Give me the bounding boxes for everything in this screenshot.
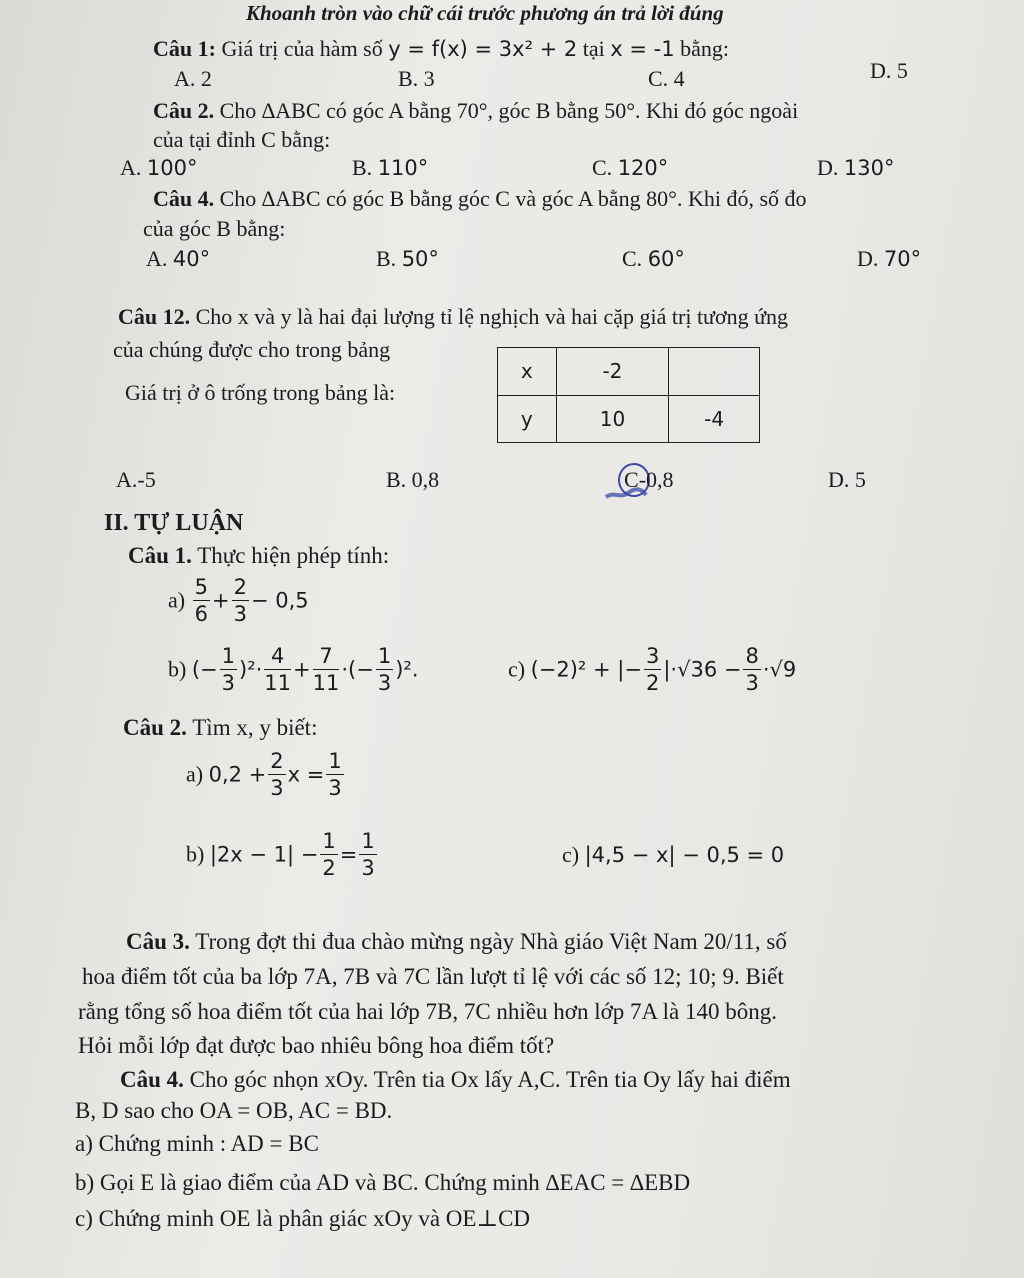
essay-q1-stem bbox=[128, 542, 389, 569]
mcq-q4-b-value: 50° bbox=[401, 247, 439, 271]
essay-q2-stem bbox=[123, 714, 317, 741]
fraction: $\frac{1}{2}$ bbox=[322, 829, 336, 880]
table-cell: 10 bbox=[556, 395, 669, 443]
essay-q1-text: Thực hiện phép tính: bbox=[197, 543, 390, 568]
essay-q1-c-label: c) bbox=[508, 656, 526, 682]
essay-q3-line4: Hỏi mỗi lớp đạt được bao nhiêu bông hoa điểm tốt? bbox=[78, 1033, 555, 1058]
mcq-q2-a-value: 100° bbox=[146, 156, 198, 180]
mcq-q2-label: Câu 2. bbox=[153, 98, 215, 123]
essay-q3-line2: hoa điểm tốt của ba lớp 7A, 7B và 7C lần lượt tỉ lệ với các số 12; 10; 9. Biết bbox=[82, 964, 784, 989]
mcq-q1-option-a[interactable]: A. 2 bbox=[174, 66, 212, 91]
mcq-q4-b-letter: B. bbox=[376, 246, 397, 271]
mcq-q12-c-letter: C bbox=[624, 467, 639, 492]
mcq-q2-line1 bbox=[153, 98, 798, 124]
mcq-q12-label: Câu 12. bbox=[118, 304, 191, 329]
mcq-q4-c-value: 60° bbox=[647, 247, 685, 271]
mcq-q4-text: Cho ∆ABC có góc B bằng góc C và góc A bằng 80°. Khi đó, số đo bbox=[219, 186, 807, 211]
mcq-q12-option-a[interactable]: A.-5 bbox=[116, 467, 156, 492]
mcq-q12-line3: Giá trị ở ô trống trong bảng là: bbox=[125, 380, 396, 405]
mcq-q4-d-value: 70° bbox=[883, 247, 922, 271]
essay-q3-label: Câu 3. bbox=[126, 929, 190, 954]
fraction: $\frac{7}{11}$ bbox=[312, 644, 340, 695]
mcq-q4-a-value: 40° bbox=[172, 247, 211, 271]
mcq-q2-b-value: 110° bbox=[377, 156, 429, 180]
essay-q3-line1: Câu 3. Trong đợt thi đua chào mừng ngày Nhà giáo Việt Nam 20/11, số bbox=[126, 929, 787, 954]
essay-q2-b: b) |2x − 1| − $\frac{1}{2}$ = $\frac{1}{3}$ bbox=[186, 829, 375, 880]
fraction: $\frac{1}{3}$ bbox=[221, 644, 235, 695]
table-cell: x bbox=[498, 348, 557, 396]
fraction: $\frac{8}{3}$ bbox=[745, 644, 759, 695]
mcq-q4-option-d[interactable] bbox=[857, 246, 921, 272]
mcq-q2-c-value: 120° bbox=[617, 156, 669, 180]
mcq-q2-d-letter: D. bbox=[817, 155, 839, 180]
mcq-q2-option-a[interactable] bbox=[120, 155, 197, 181]
section-heading: II. TỰ LUẬN bbox=[104, 510, 244, 536]
mcq-q1-cond: x = -1 bbox=[610, 37, 675, 61]
table-cell: -4 bbox=[669, 395, 760, 443]
table-row bbox=[498, 348, 760, 396]
table-row bbox=[498, 395, 760, 443]
mcq-q12-line1 bbox=[118, 304, 788, 330]
mcq-q12-c-value: -0,8 bbox=[638, 467, 674, 492]
mcq-q2-c-letter: C. bbox=[592, 155, 613, 180]
mcq-q2-option-b[interactable] bbox=[352, 155, 428, 181]
mcq-q4-line2: của góc B bằng: bbox=[143, 216, 286, 241]
table-cell: -2 bbox=[556, 348, 669, 396]
page-title: Khoanh tròn vào chữ cái trước phương án trả lời đúng bbox=[246, 1, 724, 25]
mcq-q1-option-d[interactable]: D. 5 bbox=[870, 58, 908, 83]
mcq-q12-line2: của chúng được cho trong bảng bbox=[113, 337, 391, 362]
mcq-q1-tail: bằng: bbox=[680, 36, 729, 61]
mcq-q1-option-c[interactable]: C. 4 bbox=[648, 66, 685, 91]
mcq-q12-text: Cho x và y là hai đại lượng tỉ lệ nghịch và hai cặp giá trị tương ứng bbox=[195, 304, 789, 329]
fraction: $\frac{1}{3}$ bbox=[328, 749, 342, 800]
fraction: $\frac{1}{3}$ bbox=[361, 829, 375, 880]
essay-q4-part-c: c) Chứng minh OE là phân giác xOy và OE⊥CD bbox=[75, 1206, 531, 1231]
mcq-q12-option-b[interactable]: B. 0,8 bbox=[386, 467, 440, 492]
mcq-q4-label: Câu 4. bbox=[153, 186, 215, 211]
mcq-q4-a-letter: A. bbox=[146, 246, 168, 271]
essay-q1-a-label: a) bbox=[168, 587, 186, 613]
mcq-q4-option-b[interactable] bbox=[376, 246, 439, 272]
essay-q1-b-label: b) bbox=[168, 656, 187, 682]
mcq-q1-expr: y = f(x) = 3x² + 2 bbox=[388, 37, 578, 61]
mcq-q12-option-d[interactable]: D. 5 bbox=[828, 467, 866, 492]
essay-q2-text: Tìm x, y biết: bbox=[192, 715, 318, 740]
mcq-q2-b-letter: B. bbox=[352, 155, 373, 180]
mcq-q2-text: Cho ∆ABC có góc A bằng 70°, góc B bằng 50°. Khi đó góc ngoài bbox=[219, 98, 799, 123]
fraction: $\frac{2}{3}$ bbox=[233, 575, 247, 626]
essay-q1-c: c) (−2)² + |− $\frac{3}{2}$ |·√36 − $\frac{8}{3}$ ·√9 bbox=[508, 644, 797, 695]
essay-q1-a: a) $\frac{5}{6}$ + $\frac{2}{3}$ − 0,5 bbox=[168, 575, 309, 626]
fraction: $\frac{2}{3}$ bbox=[270, 749, 284, 800]
essay-q1-label: Câu 1. bbox=[128, 543, 192, 568]
mcq-q2-option-d[interactable] bbox=[817, 155, 894, 181]
essay-q1-b: b) (− $\frac{1}{3}$ )²· $\frac{4}{11}$ + $\frac{7}{11}$ ·(− $\frac{1}{3}$ )². bbox=[168, 644, 419, 695]
mcq-q2-d-value: 130° bbox=[843, 156, 895, 180]
mcq-q4-option-a[interactable] bbox=[146, 246, 210, 272]
essay-q2-c: c) |4,5 − x| − 0,5 = 0 bbox=[562, 842, 785, 867]
essay-q2-a: a) 0,2 + $\frac{2}{3}$ x = $\frac{1}{3}$ bbox=[186, 749, 342, 800]
mcq-q2-a-letter: A. bbox=[120, 155, 142, 180]
table-cell: y bbox=[498, 395, 557, 443]
mcq-q4-c-letter: C. bbox=[622, 246, 643, 271]
mcq-q1-label: Câu 1: bbox=[153, 36, 216, 61]
value-table bbox=[497, 347, 760, 443]
essay-q4-label: Câu 4. bbox=[120, 1067, 184, 1092]
essay-q3-line3: rằng tổng số hoa điểm tốt của hai lớp 7B, 7C nhiều hơn lớp 7A là 140 bông. bbox=[78, 999, 777, 1024]
mcq-q4-line1 bbox=[153, 186, 807, 212]
fraction: $\frac{3}{2}$ bbox=[645, 644, 660, 695]
mcq-q1-option-b[interactable]: B. 3 bbox=[398, 66, 435, 91]
essay-q4-part-b: b) Gọi E là giao điểm của AD và BC. Chứng minh ∆EAC = ∆EBD bbox=[75, 1170, 691, 1195]
mcq-q2-line2: của tại đỉnh C bằng: bbox=[153, 127, 331, 152]
essay-q4-part-a: a) Chứng minh : AD = BC bbox=[75, 1131, 319, 1156]
mcq-q2-option-c[interactable] bbox=[592, 155, 668, 181]
fraction: $\frac{1}{3}$ bbox=[377, 644, 392, 695]
mcq-q4-d-letter: D. bbox=[857, 246, 879, 271]
table-cell-empty bbox=[669, 348, 760, 396]
mcq-q4-option-c[interactable] bbox=[622, 246, 685, 272]
mcq-q12-option-c[interactable] bbox=[624, 467, 674, 493]
mcq-q1-at: tại bbox=[582, 36, 605, 61]
fraction: $\frac{5}{6}$ bbox=[194, 575, 208, 626]
mcq-q1-text: Giá trị của hàm số bbox=[221, 36, 383, 61]
essay-q4-line1: Câu 4. Cho góc nhọn xOy. Trên tia Ox lấy A,C. Trên tia Oy lấy hai điểm bbox=[120, 1067, 791, 1092]
fraction: $\frac{4}{11}$ bbox=[264, 644, 292, 695]
essay-q4-line2: B, D sao cho OA = OB, AC = BD. bbox=[75, 1098, 393, 1123]
essay-q2-label: Câu 2. bbox=[123, 715, 187, 740]
mcq-q1-stem bbox=[153, 36, 729, 62]
essay-q1-a-tail: − 0,5 bbox=[250, 588, 309, 613]
